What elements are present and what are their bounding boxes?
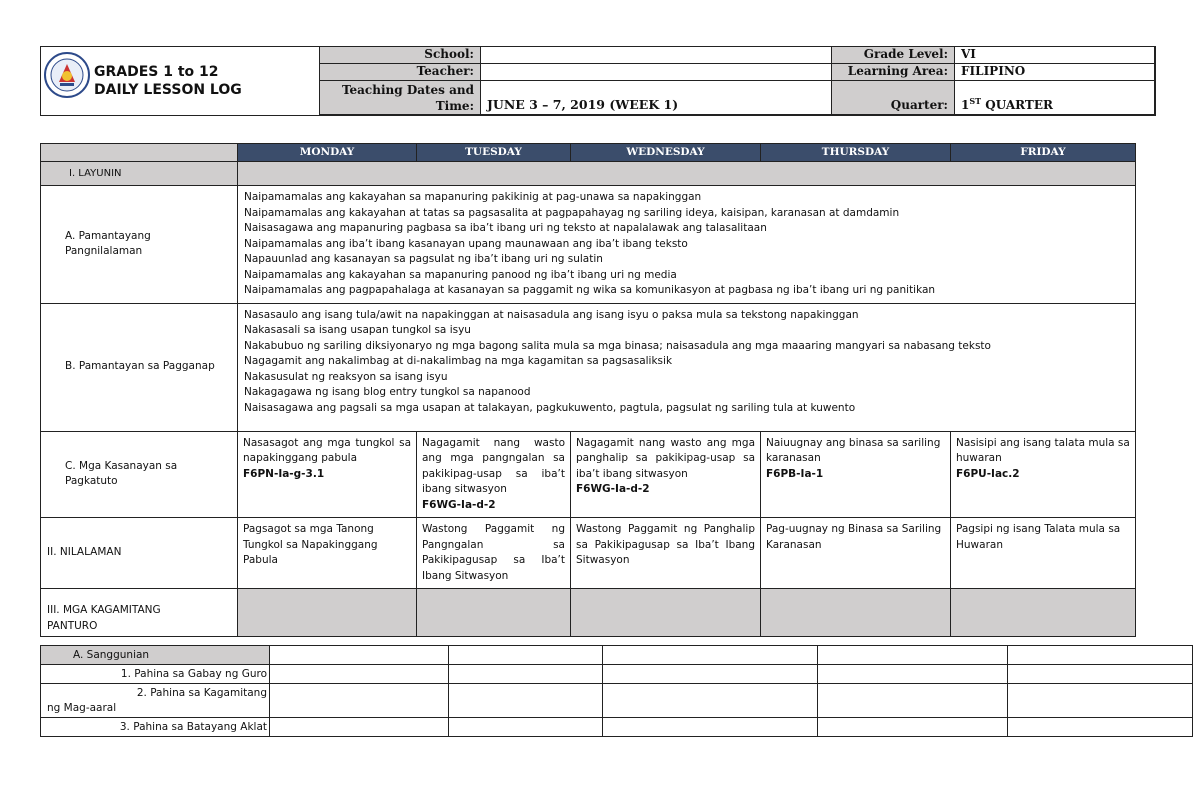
- nilalaman-friday: Pagsipi ng isang Talata mula sa Huwaran: [951, 518, 1136, 589]
- kagamitang-mag-aaral-label: [41, 684, 270, 718]
- kasanayan-label: [41, 431, 238, 518]
- kasanayan-text: Nasasagot ang mga tungkol sa napakinggang pabula: [243, 436, 411, 464]
- pg-line: Nakasusulat ng reaksyon sa isang isyu: [244, 370, 448, 383]
- kasanayan-code: F6WG-Ia-d-2: [422, 498, 496, 511]
- pg-line: Naisasagawa ang pagsali sa mga usapan at talakayan, pagkukuwento, pagtula, pagsulat ng sariling tula at kuwento: [244, 401, 856, 414]
- pg-line: Nakabubuo ng sariling diksiyonaryo ng mga bagong salita mula sa mga binasa; naisasadula ang mga maaaring mangyari sa nabasang teksto: [244, 339, 991, 352]
- grade-level-value[interactable]: VI: [955, 47, 1155, 64]
- quarter-label: Quarter:: [832, 81, 955, 115]
- ref-cell: [270, 684, 449, 718]
- pg-line: Nakasasali sa isang usapan tungkol sa isyu: [244, 324, 471, 336]
- ref-cell: [1008, 665, 1193, 684]
- sanggunian-label: A. Sanggunian: [41, 646, 270, 665]
- pamantayan-pagganap-content: [238, 303, 1136, 431]
- pg-line: Nasasaulo ang isang tula/awit na napakinggan at naisasadula ang isang isyu o paksa mula sa tekstong napakinggan: [244, 308, 859, 321]
- kasanayan-monday: [238, 431, 417, 518]
- pp-line: Naipamamalas ang iba’t ibang kasanayan upang maunawaan ang iba’t ibang teksto: [244, 237, 688, 250]
- kasanayan-label-2: Pagkatuto: [65, 475, 118, 488]
- grade-level-label: Grade Level:: [832, 47, 955, 64]
- kasanayan-text: Nasisipi ang isang talata mula sa huwaran: [956, 436, 1130, 464]
- corner-cell: [41, 144, 238, 162]
- ref-cell: [603, 684, 818, 718]
- ref-cell: [1008, 718, 1193, 737]
- pamantayang-pangnilalaman-label: [41, 186, 238, 304]
- kagamitan-friday: [951, 589, 1136, 637]
- pp-line: Naipamamalas ang pagpapahalaga at kasanayan sa paggamit ng wika sa komunikasyon at pagbasa ng iba’t ibang uri ng panitikan: [244, 284, 936, 296]
- nilalaman-label: II. NILALAMAN: [41, 518, 238, 589]
- ref-cell: [449, 646, 603, 665]
- kasanayan-text: Naiuugnay ang binasa sa sariling karanasan: [766, 436, 941, 464]
- kasanayan-thursday: [761, 431, 951, 518]
- nilalaman-monday: Pagsagot sa mga Tanong Tungkol sa Napakinggang Pabula: [238, 518, 417, 589]
- ref-cell: [603, 665, 818, 684]
- ref-cell: [270, 665, 449, 684]
- ref-cell: [270, 646, 449, 665]
- kagamitan-label: [41, 589, 238, 637]
- ref-cell: [603, 718, 818, 737]
- teaching-dates-label-2: Time:: [435, 98, 474, 113]
- kasanayan-code: F6PU-Iac.2: [956, 467, 1020, 480]
- learning-area-label: Learning Area:: [832, 64, 955, 81]
- day-header-friday: FRIDAY: [951, 144, 1136, 162]
- batayang-aklat-label: 3. Pahina sa Batayang Aklat: [41, 718, 270, 737]
- layunin-label: I. LAYUNIN: [41, 162, 238, 186]
- ref-cell: [1008, 684, 1193, 718]
- ref-cell: [449, 684, 603, 718]
- pg-line: Nakagagawa ng isang blog entry tungkol sa napanood: [244, 386, 531, 398]
- pp-line: Naisasagawa ang mapanuring pagbasa sa iba’t ibang uri ng teksto at napalalawak ang talasalitaan: [244, 222, 767, 234]
- ref-cell: [818, 646, 1008, 665]
- pamantayan-pagganap-label: B. Pamantayan sa Pagganap: [41, 303, 238, 431]
- gabay-guro-label: 1. Pahina sa Gabay ng Guro: [41, 665, 270, 684]
- kasanayan-text: Nagagamit nang wasto ang mga panghalip sa pakikipag-usap sa iba’t ibang sitwasyon: [576, 436, 755, 480]
- kagamitan-monday: [238, 589, 417, 637]
- quarter-rest: QUARTER: [981, 98, 1053, 112]
- day-header-wednesday: WEDNESDAY: [571, 144, 761, 162]
- kasanayan-code: F6WG-Ia-d-2: [576, 483, 650, 495]
- kagamitang-label-2: ng Mag-aaral: [47, 702, 117, 714]
- quarter-num: 1: [961, 98, 970, 112]
- teacher-label: Teacher:: [320, 64, 481, 81]
- pp-line: Naipamamalas ang kakayahan at tatas sa pagsasalita at pagpapahayag ng sariling ideya, kaisipan, karanasan at damdamin: [244, 206, 900, 219]
- day-header-monday: MONDAY: [238, 144, 417, 162]
- pp-line: Napauunlad ang kasanayan sa pagsulat ng iba’t ibang uri ng sulatin: [244, 253, 603, 265]
- school-field[interactable]: [481, 47, 832, 64]
- learning-area-value[interactable]: FILIPINO: [955, 64, 1155, 81]
- ref-cell: [449, 665, 603, 684]
- sanggunian-table: [40, 645, 1193, 737]
- ref-cell: [449, 718, 603, 737]
- pp-line: Naipamamalas ang kakayahan sa mapanuring panood ng iba’t ibang uri ng media: [244, 268, 677, 281]
- kasanayan-label-1: C. Mga Kasanayan sa: [65, 459, 178, 472]
- header-info-table: [319, 46, 1155, 115]
- layunin-cell: [238, 162, 1136, 186]
- kasanayan-code: F6PB-Ia-1: [766, 467, 824, 480]
- quarter-sup: ST: [969, 96, 982, 106]
- kasanayan-tuesday: [417, 431, 571, 518]
- ref-cell: [818, 718, 1008, 737]
- kasanayan-wednesday: [571, 431, 761, 518]
- teaching-dates-label-1: Teaching Dates and: [341, 82, 474, 97]
- title-line-2: DAILY LESSON LOG: [94, 82, 242, 98]
- kagamitan-thursday: [761, 589, 951, 637]
- kagamitang-label-1: 2. Pahina sa Kagamitang: [136, 687, 267, 699]
- kasanayan-code: F6PN-Ia-g-3.1: [243, 467, 325, 480]
- pg-line: Nagagamit ang nakalimbag at di-nakalimbag na mga kagamitan sa pagsasaliksik: [244, 355, 673, 367]
- nilalaman-thursday: Pag-uugnay ng Binasa sa Sariling Karanasan: [761, 518, 951, 589]
- ref-cell: [1008, 646, 1193, 665]
- day-header-tuesday: TUESDAY: [417, 144, 571, 162]
- kagamitan-label-1: III. MGA KAGAMITANG: [47, 604, 161, 616]
- kagamitan-wednesday: [571, 589, 761, 637]
- pp-line: Naipamamalas ang kakayahan sa mapanuring pakikinig at pag-unawa sa napakinggan: [244, 191, 702, 203]
- pamantayang-pangnilalaman-content: [238, 186, 1136, 304]
- ref-cell: [603, 646, 818, 665]
- title-line-1: GRADES 1 to 12: [94, 64, 219, 80]
- kasanayan-text: Nagagamit nang wasto ang mga pangngalan sa pakikipag-usap sa iba’t ibang sitwasyon: [422, 436, 565, 495]
- kagamitan-tuesday: [417, 589, 571, 637]
- pp-label-1: A. Pamantayang: [65, 229, 151, 242]
- teaching-dates-label: [320, 81, 481, 115]
- nilalaman-tuesday: Wastong Paggamit ng Pangngalan sa Pakikipagusap sa Iba’t Ibang Sitwasyon: [417, 518, 571, 589]
- teaching-dates-value[interactable]: JUNE 3 – 7, 2019 (WEEK 1): [481, 81, 832, 115]
- ref-cell: [818, 684, 1008, 718]
- ref-cell: [270, 718, 449, 737]
- kasanayan-friday: [951, 431, 1136, 518]
- pp-label-2: Pangnilalaman: [65, 245, 143, 258]
- quarter-value[interactable]: [955, 81, 1155, 115]
- ref-cell: [818, 665, 1008, 684]
- nilalaman-wednesday: Wastong Paggamit ng Panghalip sa Pakikipagusap sa Iba’t Ibang Sitwasyon: [571, 518, 761, 589]
- teacher-field[interactable]: [481, 64, 832, 81]
- deped-seal-icon: [44, 52, 90, 98]
- lesson-log-table: [40, 143, 1136, 637]
- day-header-thursday: THURSDAY: [761, 144, 951, 162]
- school-label: School:: [320, 47, 481, 64]
- kagamitan-label-2: PANTURO: [47, 619, 98, 632]
